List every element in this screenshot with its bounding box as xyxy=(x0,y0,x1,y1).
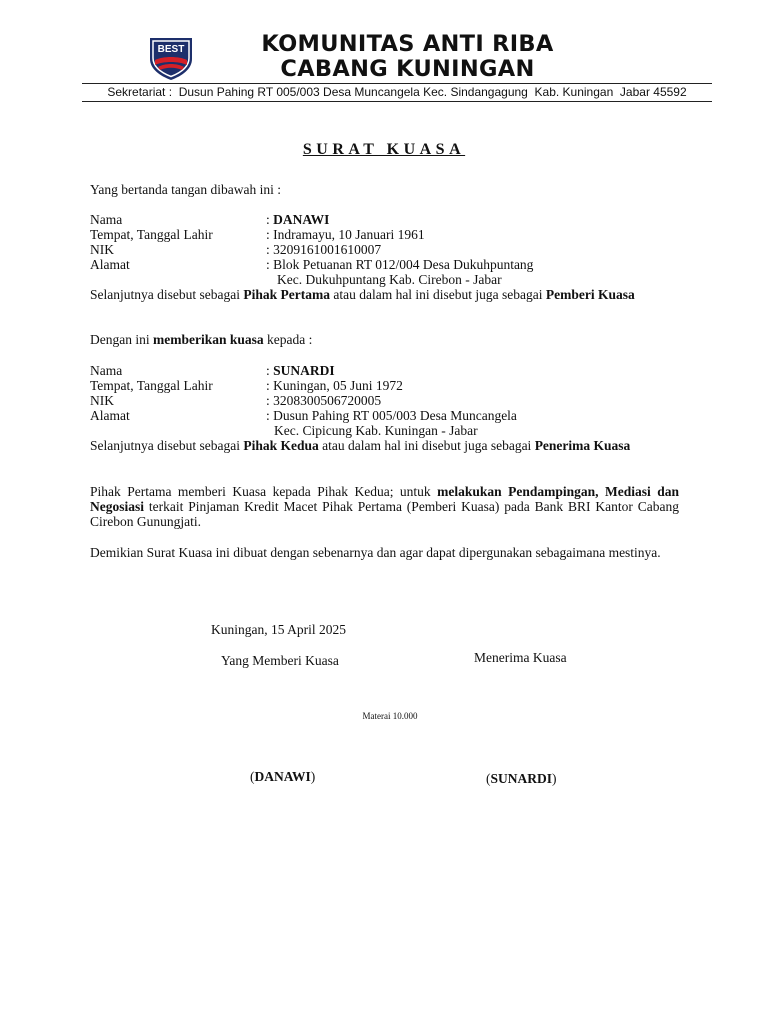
paren-close: ) xyxy=(310,769,316,784)
logo-text: BEST xyxy=(157,44,185,55)
organization-name-line1: KOMUNITAS ANTI RIBA xyxy=(261,31,554,57)
party2-address-row xyxy=(266,408,517,423)
purpose-post: terkait Pinjaman Kredit Macet Pihak Pertama (Pemberi Kuasa) pada Bank BRI Kantor Cabang Cirebon Gunungjati. xyxy=(90,499,679,529)
intro-text: Yang bertanda tangan dibawah ini : xyxy=(90,182,281,197)
party2-address-line2: Kec. Cipicung Kab. Kuningan - Jabar xyxy=(274,423,478,438)
organization-name xyxy=(205,32,610,82)
purpose-bold: melakukan Pendampingan, Mediasi dan Negosiasi xyxy=(90,484,679,514)
grant-pre: Dengan ini xyxy=(90,332,153,347)
party1-nik: 3209161001610007 xyxy=(273,242,382,257)
colon: : xyxy=(266,408,270,423)
party1-name: DANAWI xyxy=(273,212,330,227)
header-rule-top xyxy=(82,83,712,84)
colon: : xyxy=(266,363,270,378)
party2-address-line1: Dusun Pahing RT 005/003 Desa Muncangela xyxy=(273,408,517,423)
paren-open: ( xyxy=(250,769,255,784)
receiver-name: SUNARDI xyxy=(490,771,553,786)
party1-role: Pihak Pertama xyxy=(243,287,330,302)
party1-description xyxy=(90,287,679,302)
party1-address-line1: Blok Petuanan RT 012/004 Desa Dukuhpuntang xyxy=(273,257,534,272)
party2-role: Pihak Kedua xyxy=(243,438,319,453)
party1-birth-label: Tempat, Tanggal Lahir xyxy=(90,227,213,242)
place-date: Kuningan, 15 April 2025 xyxy=(211,622,346,637)
party1-birth-row xyxy=(266,227,425,242)
colon: : xyxy=(266,242,270,257)
party2-description xyxy=(90,438,679,453)
giver-name: DANAWI xyxy=(254,769,311,784)
grant-bold: memberikan kuasa xyxy=(153,332,264,347)
party1-address-row xyxy=(266,257,533,272)
party1-address-line2: Kec. Dukuhpuntang Kab. Cirebon - Jabar xyxy=(277,272,502,287)
receiver-signature-name xyxy=(486,771,557,786)
party1-name-label: Nama xyxy=(90,212,123,227)
party1-alias: Pemberi Kuasa xyxy=(545,287,635,302)
giver-label: Yang Memberi Kuasa xyxy=(221,653,339,668)
purpose-paragraph xyxy=(90,484,679,529)
party2-desc-mid: atau dalam hal ini disebut juga sebagai xyxy=(318,438,535,453)
party1-name-row xyxy=(266,212,329,227)
header-rule-bottom xyxy=(82,101,712,102)
purpose-pre: Pihak Pertama memberi Kuasa kepada Pihak Kedua; untuk xyxy=(90,484,438,499)
party2-nik-label: NIK xyxy=(90,393,114,408)
party1-desc-pre: Selanjutnya disebut sebagai xyxy=(90,287,244,302)
party2-birth: Kuningan, 05 Juni 1972 xyxy=(273,378,403,393)
organization-name-line2: CABANG KUNINGAN xyxy=(280,56,535,82)
party2-birth-row xyxy=(266,378,403,393)
stamp-duty-label: Materai 10.000 xyxy=(362,711,418,721)
party2-desc-pre: Selanjutnya disebut sebagai xyxy=(90,438,244,453)
party2-name-label: Nama xyxy=(90,363,123,378)
party2-name: SUNARDI xyxy=(273,363,335,378)
giver-signature-name xyxy=(250,769,315,784)
paren-open: ( xyxy=(486,771,491,786)
party1-nik-label: NIK xyxy=(90,242,114,257)
party1-nik-row xyxy=(266,242,381,257)
party1-address-label: Alamat xyxy=(90,257,130,272)
party1-desc-mid: atau dalam hal ini disebut juga sebagai xyxy=(329,287,546,302)
party2-name-row xyxy=(266,363,335,378)
colon: : xyxy=(266,393,270,408)
party2-nik: 3208300506720005 xyxy=(273,393,382,408)
paren-close: ) xyxy=(552,771,557,786)
grant-statement xyxy=(90,332,312,347)
document-title: SURAT KUASA xyxy=(302,141,466,158)
secretariat-address: Sekretariat : Dusun Pahing RT 005/003 Desa Muncangela Kec. Sindangagung Kab. Kuningan Jabar 45592 xyxy=(107,85,687,99)
receiver-label: Menerima Kuasa xyxy=(474,650,567,665)
colon: : xyxy=(266,378,270,393)
party1-birth: Indramayu, 10 Januari 1961 xyxy=(273,227,425,242)
colon: : xyxy=(266,212,270,227)
colon: : xyxy=(266,227,270,242)
party2-nik-row xyxy=(266,393,381,408)
closing-paragraph: Demikian Surat Kuasa ini dibuat dengan sebenarnya dan agar dapat dipergunakan sebagaimana mestinya. xyxy=(90,545,661,560)
party2-birth-label: Tempat, Tanggal Lahir xyxy=(90,378,213,393)
colon: : xyxy=(266,257,270,272)
grant-post: kepada : xyxy=(263,332,313,347)
party2-address-label: Alamat xyxy=(90,408,130,423)
organization-logo-icon xyxy=(146,35,196,81)
party2-alias: Penerima Kuasa xyxy=(534,438,631,453)
